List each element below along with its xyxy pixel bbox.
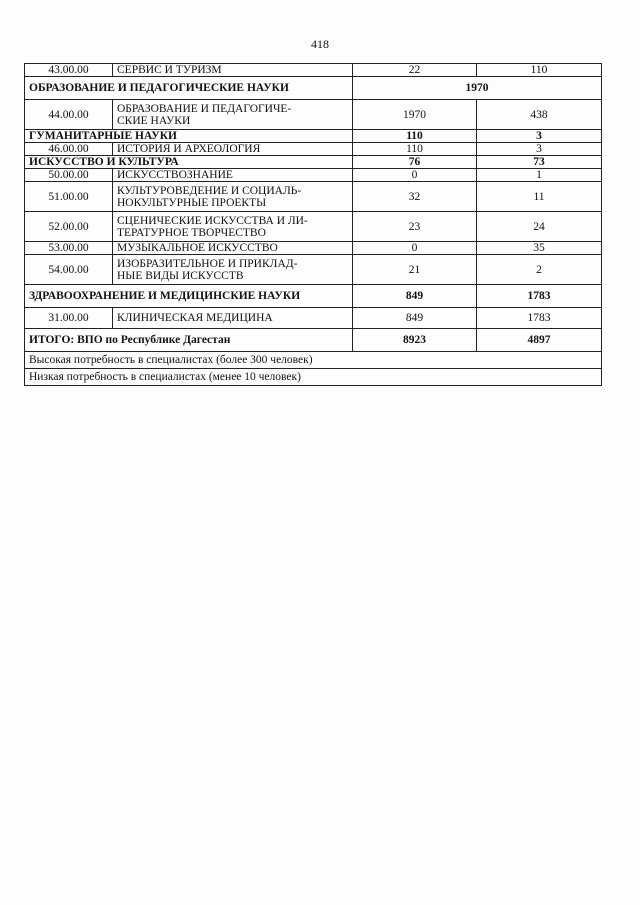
row-name bbox=[113, 100, 353, 130]
section-row bbox=[25, 130, 602, 143]
value-col-1: 76 bbox=[353, 156, 477, 169]
value-col-1: 110 bbox=[353, 143, 477, 156]
legend-low-demand: Низкая потребность в специалистах (менее 10 человек) bbox=[25, 369, 602, 386]
row-name-line-1: ИЗОБРАЗИТЕЛЬНОЕ И ПРИКЛАД- bbox=[117, 257, 298, 270]
section-row bbox=[25, 156, 602, 169]
table-row bbox=[25, 255, 602, 285]
section-title: ОБРАЗОВАНИЕ И ПЕДАГОГИЧЕСКИЕ НАУКИ bbox=[25, 77, 353, 100]
row-name-line-2: НЫЕ ВИДЫ ИСКУССТВ bbox=[117, 269, 244, 282]
row-name-line-1: КУЛЬТУРОВЕДЕНИЕ И СОЦИАЛЬ- bbox=[117, 184, 302, 197]
total-value-2: 4897 bbox=[477, 329, 602, 352]
row-name bbox=[113, 182, 353, 212]
table-row bbox=[25, 100, 602, 130]
row-code: 44.00.00 bbox=[25, 100, 113, 130]
legend-high-demand: Высокая потребность в специалистах (более 300 человек) bbox=[25, 352, 602, 369]
row-code: 54.00.00 bbox=[25, 255, 113, 285]
row-name-line-2: ТЕРАТУРНОЕ ТВОРЧЕСТВО bbox=[117, 226, 266, 239]
value-col-2: 438 bbox=[477, 100, 602, 130]
value-col-2: 35 bbox=[477, 242, 602, 255]
table-row bbox=[25, 169, 602, 182]
total-value-1: 8923 bbox=[353, 329, 477, 352]
row-code: 43.00.00 bbox=[25, 64, 113, 77]
value-col-2: 1783 bbox=[477, 285, 602, 308]
row-code: 46.00.00 bbox=[25, 143, 113, 156]
row-name bbox=[113, 255, 353, 285]
section-row bbox=[25, 77, 602, 100]
value-col-1: 32 bbox=[353, 182, 477, 212]
row-code: 53.00.00 bbox=[25, 242, 113, 255]
value-col-1: 1970 bbox=[353, 100, 477, 130]
value-col-2: 3 bbox=[477, 130, 602, 143]
table-row bbox=[25, 143, 602, 156]
table-row bbox=[25, 308, 602, 329]
value-col-1: 21 bbox=[353, 255, 477, 285]
legend-row-low bbox=[25, 369, 602, 386]
row-code: 50.00.00 bbox=[25, 169, 113, 182]
value-col-2: 24 bbox=[477, 212, 602, 242]
row-name: КЛИНИЧЕСКАЯ МЕДИЦИНА bbox=[113, 308, 353, 329]
value-col-2: 73 bbox=[477, 156, 602, 169]
section-row bbox=[25, 285, 602, 308]
section-title: ЗДРАВООХРАНЕНИЕ И МЕДИЦИНСКИЕ НАУКИ bbox=[25, 285, 353, 308]
value-col-2: 110 bbox=[477, 64, 602, 77]
row-name bbox=[113, 212, 353, 242]
row-name: ИСКУССТВОЗНАНИЕ bbox=[113, 169, 353, 182]
value-col-2: 11 bbox=[477, 182, 602, 212]
value-col-1: 849 bbox=[353, 308, 477, 329]
value-col-2: 2 bbox=[477, 255, 602, 285]
total-row bbox=[25, 329, 602, 352]
row-code: 31.00.00 bbox=[25, 308, 113, 329]
row-code: 51.00.00 bbox=[25, 182, 113, 212]
row-name-line-1: СЦЕНИЧЕСКИЕ ИСКУССТВА И ЛИ- bbox=[117, 214, 308, 227]
value-col-1: 110 bbox=[353, 130, 477, 143]
total-title: ИТОГО: ВПО по Республике Дагестан bbox=[25, 329, 353, 352]
value-col-1: 0 bbox=[353, 242, 477, 255]
value-col-1: 849 bbox=[353, 285, 477, 308]
row-code: 52.00.00 bbox=[25, 212, 113, 242]
section-merged-value: 1970 bbox=[353, 77, 602, 100]
value-col-2: 1 bbox=[477, 169, 602, 182]
value-col-1: 0 bbox=[353, 169, 477, 182]
table-row bbox=[25, 182, 602, 212]
row-name-line-2: СКИЕ НАУКИ bbox=[117, 114, 191, 127]
row-name-line-2: НОКУЛЬТУРНЫЕ ПРОЕКТЫ bbox=[117, 196, 267, 209]
value-col-1: 22 bbox=[353, 64, 477, 77]
row-name: ИСТОРИЯ И АРХЕОЛОГИЯ bbox=[113, 143, 353, 156]
section-title: ИСКУССТВО И КУЛЬТУРА bbox=[25, 156, 353, 169]
demand-table bbox=[24, 63, 602, 386]
row-name: МУЗЫКАЛЬНОЕ ИСКУССТВО bbox=[113, 242, 353, 255]
section-title: ГУМАНИТАРНЫЕ НАУКИ bbox=[25, 130, 353, 143]
table-row bbox=[25, 64, 602, 77]
value-col-2: 3 bbox=[477, 143, 602, 156]
table-row bbox=[25, 212, 602, 242]
page-number: 418 bbox=[311, 37, 329, 51]
value-col-2: 1783 bbox=[477, 308, 602, 329]
table-row bbox=[25, 242, 602, 255]
legend-row-high bbox=[25, 352, 602, 369]
row-name-line-1: ОБРАЗОВАНИЕ И ПЕДАГОГИЧЕ- bbox=[117, 102, 292, 115]
row-name: СЕРВИС И ТУРИЗМ bbox=[113, 64, 353, 77]
value-col-1: 23 bbox=[353, 212, 477, 242]
